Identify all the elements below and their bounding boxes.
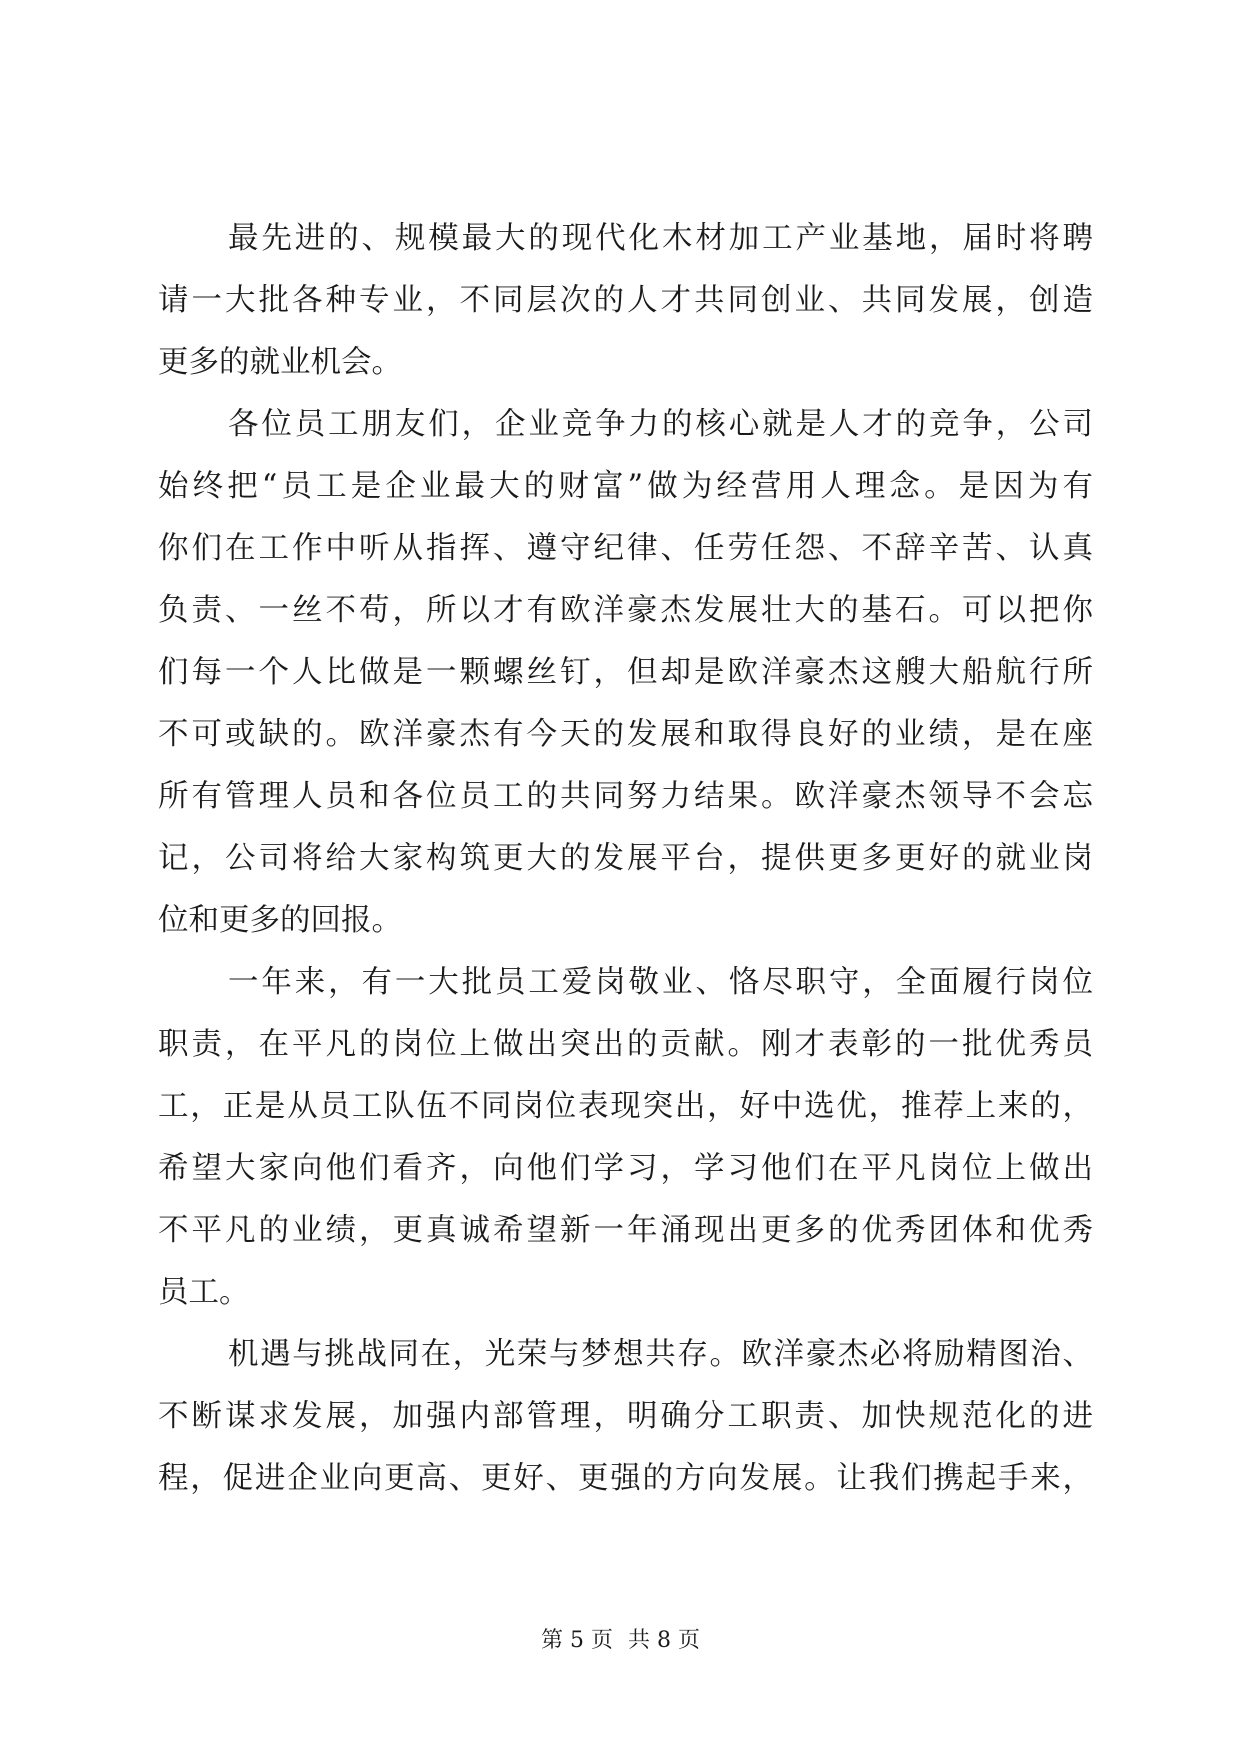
text-line: 你们在工作中听从指挥、遵守纪律、任劳任怨、不辞辛苦、认真 bbox=[158, 531, 1093, 566]
text-line: 机遇与挑战同在，光荣与梦想共存。欧洋豪杰必将励精图治、 bbox=[228, 1337, 1093, 1372]
text-line: 员工。 bbox=[158, 1275, 250, 1310]
text-line: 最先进的、规模最大的现代化木材加工产业基地，届时将聘 bbox=[228, 221, 1093, 256]
text-line: 不可或缺的。欧洋豪杰有今天的发展和取得良好的业绩，是在座 bbox=[158, 717, 1093, 752]
text-line: 记，公司将给大家构筑更大的发展平台，提供更多更好的就业岗 bbox=[158, 841, 1093, 876]
text-line: 不平凡的业绩，更真诚希望新一年涌现出更多的优秀团体和优秀 bbox=[158, 1213, 1093, 1248]
text-line: 更多的就业机会。 bbox=[158, 345, 402, 380]
text-line: 希望大家向他们看齐，向他们学习，学习他们在平凡岗位上做出 bbox=[158, 1151, 1093, 1186]
text-line: 一年来，有一大批员工爱岗敬业、恪尽职守，全面履行岗位 bbox=[228, 965, 1093, 1000]
text-line: 不断谋求发展，加强内部管理，明确分工职责、加快规范化的进 bbox=[158, 1399, 1093, 1434]
text-line: 负责、一丝不苟，所以才有欧洋豪杰发展壮大的基石。可以把你 bbox=[158, 593, 1093, 628]
text-line: 所有管理人员和各位员工的共同努力结果。欧洋豪杰领导不会忘 bbox=[158, 779, 1093, 814]
page-total: 共 8 页 bbox=[628, 1628, 700, 1653]
text-line: 职责，在平凡的岗位上做出突出的贡献。刚才表彰的一批优秀员 bbox=[158, 1027, 1093, 1062]
text-line: 们每一个人比做是一颗螺丝钉，但却是欧洋豪杰这艘大船航行所 bbox=[158, 655, 1093, 690]
text-line: 程，促进企业向更高、更好、更强的方向发展。让我们携起手来， bbox=[158, 1461, 1093, 1496]
text-line: 各位员工朋友们，企业竞争力的核心就是人才的竞争，公司 bbox=[228, 407, 1093, 442]
text-line: 请一大批各种专业，不同层次的人才共同创业、共同发展，创造 bbox=[158, 283, 1093, 318]
text-line: 位和更多的回报。 bbox=[158, 903, 402, 938]
page-number: 第 5 页 bbox=[541, 1628, 613, 1653]
text-line: 工，正是从员工队伍不同岗位表现突出，好中选优，推荐上来的， bbox=[158, 1089, 1093, 1124]
text-line: 始终把“员工是企业最大的财富”做为经营用人理念。是因为有 bbox=[158, 469, 1093, 504]
page-footer bbox=[0, 1626, 1241, 1656]
